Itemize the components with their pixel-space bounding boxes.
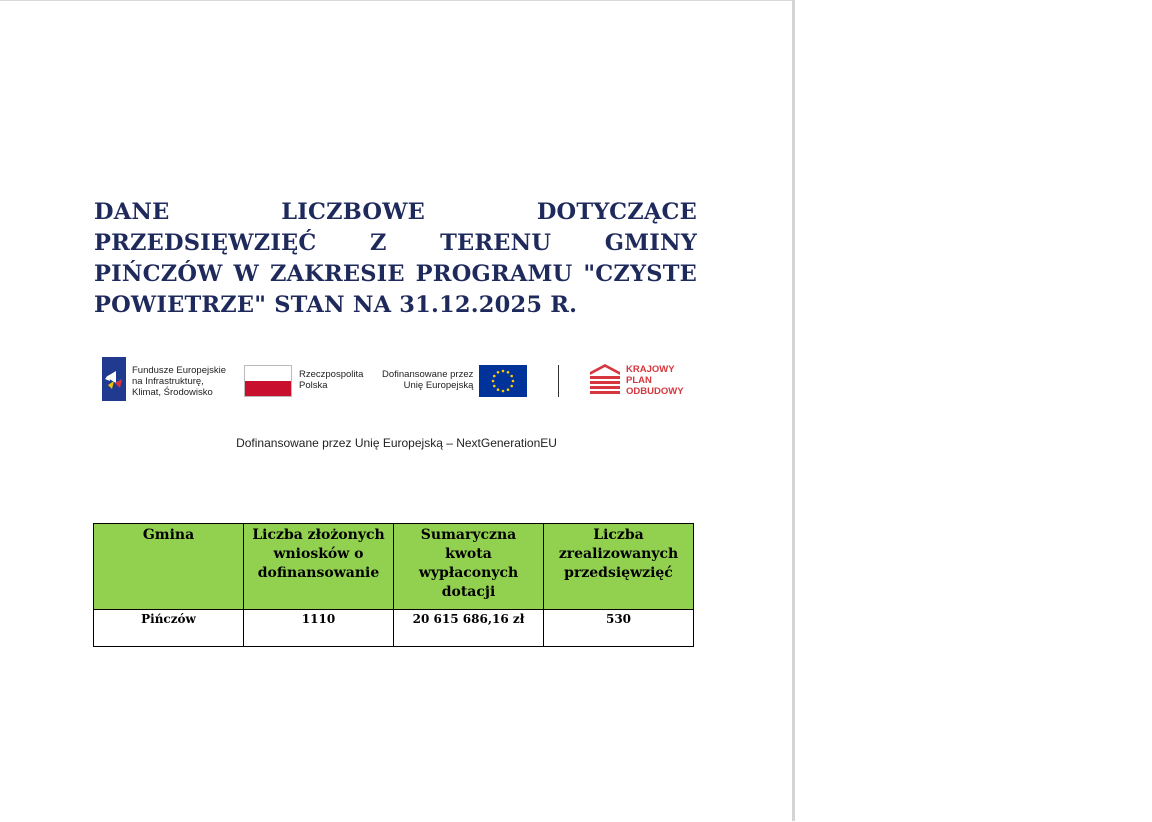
eu-line-1: Dofinansowane przez: [382, 369, 474, 380]
page-edge-shadow: [792, 0, 795, 821]
cell-total-amount: 20 615 686,16 zł: [394, 610, 544, 647]
eu-flag-icon: [479, 365, 527, 397]
eu-funding-label: [382, 369, 473, 391]
kpo-line-2: PLAN: [626, 375, 652, 386]
cell-applications: 1110: [244, 610, 394, 647]
fundusze-europejskie-logo-icon: [102, 357, 130, 403]
rp-line-1: Rzeczpospolita: [299, 369, 364, 380]
fundusze-europejskie-label: [132, 365, 226, 398]
header-applications: Liczba złożonych wniosków o dofinansowanie: [244, 524, 394, 610]
kpo-line-3: ODBUDOWY: [626, 386, 684, 397]
krajowy-plan-odbudowy-logo-icon: [590, 364, 620, 398]
rzeczpospolita-label: [299, 369, 363, 391]
kpo-label: [626, 364, 684, 397]
fe-line-2: na Infrastrukturę,: [132, 376, 204, 387]
funding-caption: Dofinansowane przez Unię Europejską – NextGenerationEU: [236, 436, 557, 450]
document-title: DANE LICZBOWE DOTYCZĄCE PRZEDSIĘWZIĘĆ Z TERENU GMINY PIŃCZÓW W ZAKRESIE PROGRAMU "CZYSTE POWIETRZE" STAN NA 31.12.2025 R.: [94, 199, 697, 318]
fe-line-1: Fundusze Europejskie: [132, 365, 226, 376]
kpo-line-1: KRAJOWY: [626, 364, 675, 375]
rp-line-2: Polska: [299, 380, 328, 391]
fe-line-3: Klimat, Środowisko: [132, 387, 213, 398]
cell-gmina: Pińczów: [94, 610, 244, 647]
table-header-row: [94, 524, 694, 610]
funding-logos-strip: [94, 349, 699, 459]
cell-completed: 530: [544, 610, 694, 647]
polish-flag-icon: [244, 365, 292, 397]
header-gmina: Gmina: [94, 524, 244, 610]
header-completed: Liczba zrealizowanych przedsięwzięć: [544, 524, 694, 610]
header-total-amount: Sumaryczna kwota wypłaconych dotacji: [394, 524, 544, 610]
data-table: [93, 523, 694, 647]
eu-line-2: Unię Europejską: [403, 380, 474, 391]
logo-divider: [558, 365, 559, 397]
table-row: [94, 610, 694, 647]
